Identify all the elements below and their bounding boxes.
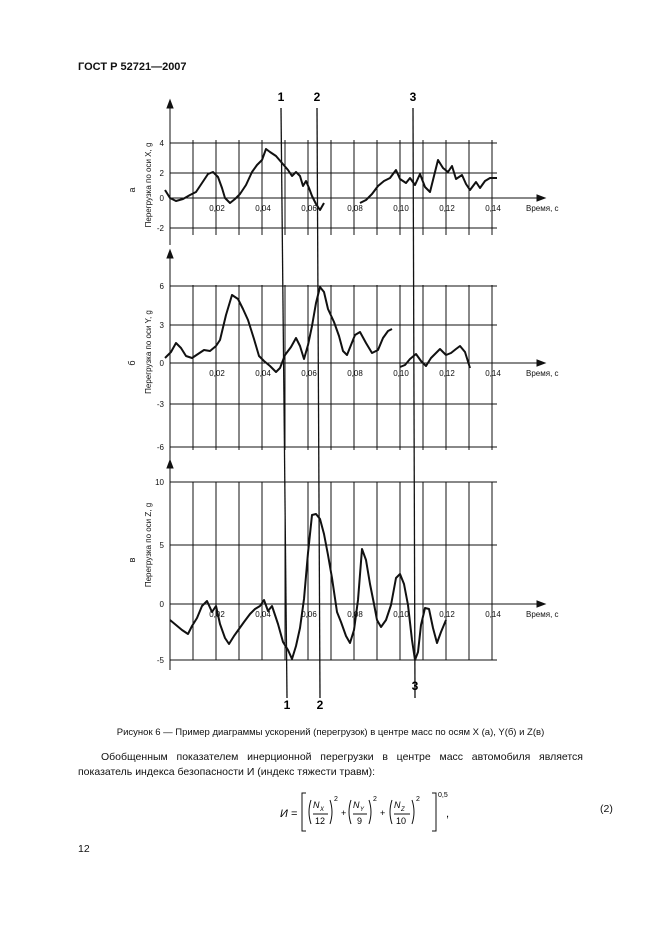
y-tick-label: 4 [159, 139, 164, 148]
x-tick-label: 0,04 [255, 610, 271, 619]
svg-text:9: 9 [357, 816, 363, 826]
formula-lhs: И = [280, 808, 298, 820]
figure-caption: Рисунок 6 — Пример диаграммы ускорений (перегрузок) в центре масс по осям X (а), Y(б) и Z(в) [116, 727, 545, 738]
body-paragraph: Обобщенным показателем инерционной перегрузки в центре масс автомобиля является показатель индекса безопасности И (индекс тяжести травм): [78, 751, 583, 778]
x-tick-label: 0,06 [301, 204, 317, 213]
svg-text:+: + [341, 808, 347, 818]
svg-text:N: N [394, 800, 401, 810]
svg-text:Z: Z [401, 807, 405, 813]
svg-text:2: 2 [373, 796, 377, 803]
y-tick-label: -3 [156, 400, 164, 409]
x-tick-label: 0,14 [485, 204, 501, 213]
x-axis-arrow [537, 360, 545, 366]
y-axis-arrow [167, 250, 173, 258]
x-tick-label: 0,10 [393, 369, 409, 378]
marker-line [413, 108, 415, 698]
x-tick-label: 0,04 [255, 369, 271, 378]
acceleration-curve [165, 287, 392, 372]
marker-label-bottom: 1 [283, 698, 291, 712]
x-axis-arrow [537, 195, 545, 201]
y-tick-label: 0 [159, 359, 164, 368]
outer-power: 0,5 [438, 792, 448, 799]
x-tick-label: 0,06 [301, 369, 317, 378]
marker-label-top: 3 [409, 90, 417, 104]
x-tick-label: 0,14 [485, 610, 501, 619]
x-tick-label: 0,12 [439, 369, 455, 378]
x-tick-label: 0,10 [393, 610, 409, 619]
panel-letter: а [127, 187, 137, 193]
svg-text:N: N [313, 800, 320, 810]
marker-label-bottom: 3 [411, 679, 419, 693]
x-tick-label: 0,12 [439, 204, 455, 213]
x-tick-label: 0,06 [301, 610, 317, 619]
x-axis-label: Время, с [526, 204, 559, 213]
acceleration-curve [400, 346, 470, 368]
svg-text:X: X [320, 807, 325, 813]
equation-number: (2) [600, 803, 613, 815]
x-tick-label: 0,08 [347, 369, 363, 378]
term-y [349, 796, 377, 826]
svg-text:12: 12 [315, 816, 326, 826]
x-tick-label: 0,08 [347, 204, 363, 213]
panel-letter: б [127, 360, 137, 366]
svg-text:+: + [380, 808, 386, 818]
acceleration-curve [360, 160, 497, 203]
x-tick-label: 0,02 [209, 369, 225, 378]
y-axis-label: Перегрузка по оси X, g [144, 142, 153, 228]
term-z [390, 796, 420, 826]
x-tick-label: 0,10 [393, 204, 409, 213]
marker-line [317, 108, 320, 698]
x-axis-arrow [537, 601, 545, 607]
y-axis-label: Перегрузка по оси Z, g [144, 502, 153, 588]
x-tick-label: 0,12 [439, 610, 455, 619]
x-tick-label: 0,08 [347, 610, 363, 619]
marker-line [281, 108, 287, 698]
acceleration-curve [165, 149, 324, 210]
y-tick-label: -2 [156, 224, 164, 233]
x-axis-label: Время, с [526, 610, 559, 619]
page-number: 12 [78, 843, 90, 855]
term-x [309, 796, 338, 826]
right-bracket [432, 793, 436, 831]
y-axis-arrow [167, 460, 173, 468]
y-tick-label: 5 [159, 541, 164, 550]
marker-label-top: 2 [313, 90, 321, 104]
standard-header: ГОСТ Р 52721—2007 [78, 61, 187, 73]
y-tick-label: 6 [159, 282, 164, 291]
y-tick-label: -5 [156, 656, 164, 665]
y-axis-arrow [167, 100, 173, 108]
svg-text:,: , [446, 808, 450, 820]
y-tick-label: 10 [155, 478, 164, 487]
formula-injury-index [280, 787, 480, 837]
y-axis-label: Перегрузка по оси Y, g [144, 310, 153, 394]
y-tick-label: 0 [159, 194, 164, 203]
marker-label-top: 1 [277, 90, 285, 104]
x-tick-label: 0,14 [485, 369, 501, 378]
svg-text:Y: Y [360, 807, 365, 813]
svg-text:2: 2 [334, 796, 338, 803]
marker-label-bottom: 2 [316, 698, 324, 712]
svg-text:N: N [353, 800, 360, 810]
y-tick-label: 3 [159, 321, 164, 330]
x-tick-label: 0,02 [209, 610, 225, 619]
x-tick-label: 0,02 [209, 204, 225, 213]
x-tick-label: 0,04 [255, 204, 271, 213]
y-tick-label: 2 [159, 169, 164, 178]
y-tick-label: -6 [156, 443, 164, 452]
svg-text:2: 2 [416, 796, 420, 803]
panel-letter: в [127, 557, 137, 563]
svg-text:10: 10 [396, 816, 407, 826]
x-axis-label: Время, с [526, 369, 559, 378]
left-bracket [302, 793, 306, 831]
y-tick-label: 0 [159, 600, 164, 609]
